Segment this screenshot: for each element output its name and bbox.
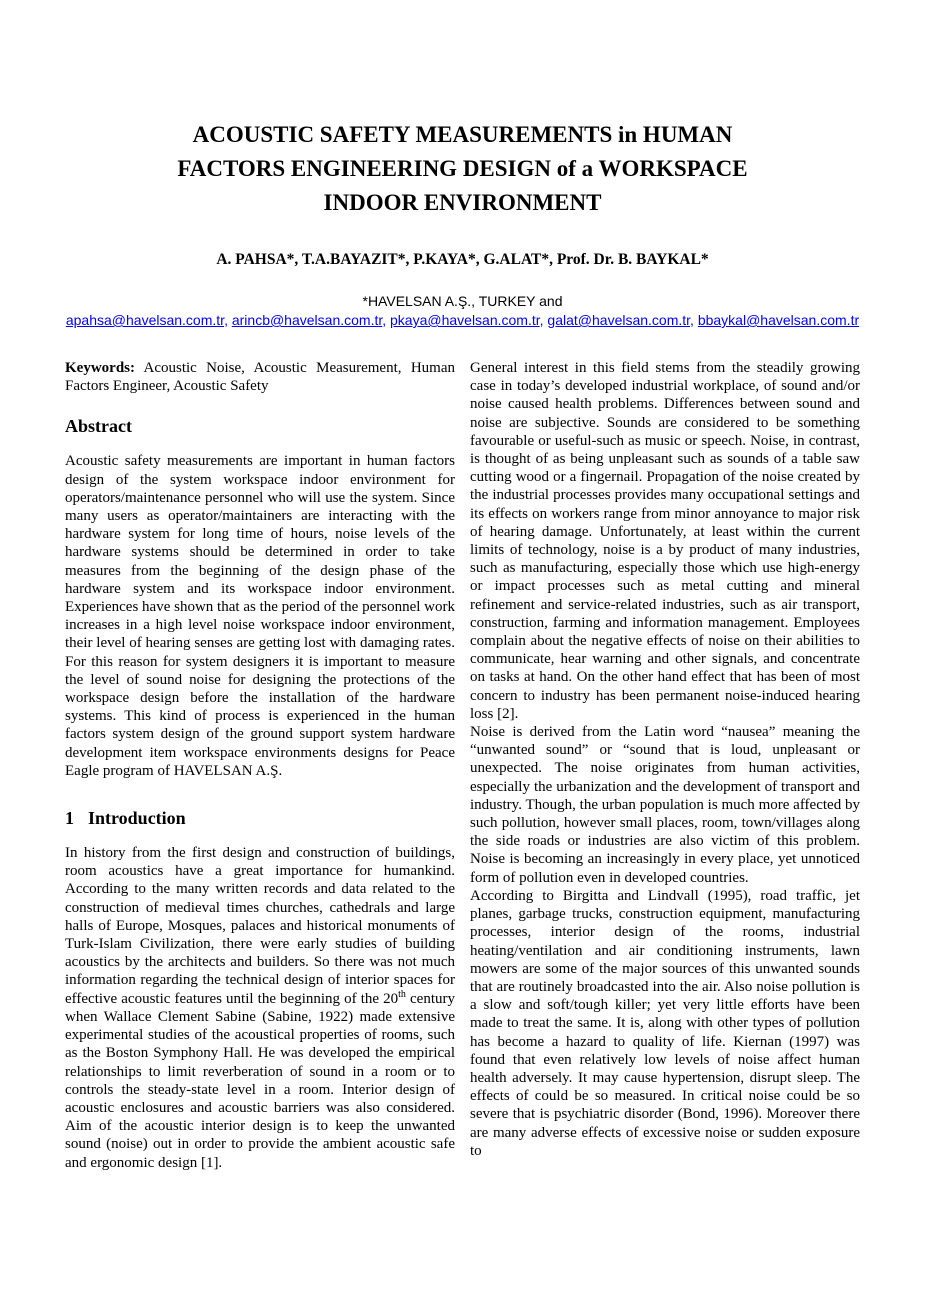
- email-link-arincb[interactable]: arincb@havelsan.com.tr: [231, 312, 383, 328]
- keywords-line: [65, 359, 455, 395]
- body-paragraph-noise-sources: According to Birgitta and Lindvall (1995), road traffic, jet planes, garbage trucks, construction equipment, manufacturing processes, interior design of the rooms, industrial heating/ventilation and air conditioning instruments, lawn mowers are some of the major sources of this unwanted sounds that are routinely broadcasted into the air. Also noise pollution is a slow and soft/tough killer; yet very little efforts have been made to treat the same. It is, along with other types of pollution has become a hazard to quality of life. Kiernan (1997) was found that even relatively low levels of noise affect human health adversely. It may cause hypertension, disrupt sleep. The effects of could be so measured. In critical noise could be so severe that is psychiatric disorder (Bond, 1996). Moreover there are many adverse effects of excessive noise or sudden exposure to: [470, 887, 860, 1159]
- paper-title-line-1: ACOUSTIC SAFETY MEASUREMENTS in HUMAN: [192, 122, 733, 147]
- left-column: [65, 359, 455, 1172]
- page-content: [65, 0, 860, 1172]
- introduction-text-before-superscript: In history from the first design and construction of buildings, room acoustics have a great importance for humankind. According to the many written records and data related to the construction of medieval times churches, cathedrals and large halls of Europe, Mosques, palaces and historical monuments of Turk-Islam Civilization, there were early studies of building acoustics by the architects and builders. So there was not much information regarding the technical design of interior spaces for effective acoustic features until the beginning of the 20: [65, 845, 455, 1007]
- keywords-label: Keywords:: [65, 360, 135, 376]
- email-link-pkaya[interactable]: pkaya@havelsan.com.tr: [390, 312, 540, 328]
- ordinal-superscript: th: [398, 988, 406, 1000]
- introduction-text-after-superscript: century when Wallace Clement Sabine (Sabine, 1922) made extensive experimental studies of the acoustical properties of rooms, such as the Boston Symphony Hall. He was developed the empirical relationships to limit reverberation of sound in a room or to controls the steady-state level in a room. Interior design of acoustic enclosures and acoustic barriers was also considered. Aim of the acoustic interior design is to keep the unwanted sound (noise) out in order to provide the ambient acoustic safe and ergonomic design [1].: [65, 990, 455, 1171]
- affiliation-line: [65, 292, 860, 330]
- email-separator: ,: [690, 312, 698, 328]
- abstract-paragraph: Acoustic safety measurements are important in human factors design of the system workspace indoor environment for operators/maintenance personnel who will use the system. Since many users as operator/maintainers are interacting with the hardware system for long time of hours, noise levels of the hardware systems should be determined in order to take measures from the beginning of the design phase of the hardware system and its workspace indoor environment. Experiences have shown that as the period of the personnel work increases in a high level noise workspace indoor environment, their level of hearing senses are getting lost with damaging rates. For this reason for system designers it is important to measure the level of sound noise for designing the protections of the workspace design before the installation of the hardware systems. This kind of process is experienced in the human factors system design of the ground support system hardware development item workspace environments designs for Peace Eagle program of HAVELSAN A.Ş.: [65, 453, 455, 779]
- introduction-heading: [65, 807, 455, 829]
- email-link-apahsa[interactable]: apahsa@havelsan.com.tr: [65, 312, 225, 328]
- keywords-text: Acoustic Noise, Acoustic Measurement, Human Factors Engineer, Acoustic Safety: [65, 360, 455, 395]
- body-paragraph-noise-origin: Noise is derived from the Latin word “nausea” meaning the “unwanted sound” or “sound that is loud, unpleasant or unexpected. The noise originates from human activities, especially the urbanization and the development of transport and industry. Though, the urban population is much more affected by such pollution, however small places, room, town/villages along the side roads or industries are also victim of this problem. Noise is becoming an increasingly in every place, yet unnoticed form of pollution even in developed countries.: [470, 724, 860, 886]
- paper-title-line-2: FACTORS ENGINEERING DESIGN of a WORKSPACE: [177, 156, 748, 181]
- email-separator: ,: [382, 312, 391, 328]
- two-column-body: [65, 359, 860, 1172]
- section-title: Introduction: [88, 808, 186, 829]
- email-link-bbaykal[interactable]: bbaykal@havelsan.com.tr: [697, 312, 860, 328]
- abstract-heading: Abstract: [65, 416, 132, 437]
- email-separator: ,: [224, 312, 232, 328]
- email-link-galat[interactable]: galat@havelsan.com.tr: [547, 312, 691, 328]
- body-paragraph-noise-effects: General interest in this field stems from the steadily growing case in today’s developed industrial workplace, of sound and/or noise caused health problems. Differences between sound and noise are subjective. Sounds are considered to be something favourable or useful-such as music or speech. Noise, in contrast, is thought of as being unpleasant such as sounds of a table saw cutting wood or a fingernail. Propagation of the noise created by the industrial processes provides many occupational settings and its effects on workers range from minor annoyance to major risk of hearing damage. Unfortunately, at least within the current limits of technology, noise is a by product of many industries, such as manufacturing, especially those which use high-energy or impact processes such as metal cutting and mineral refinement and service-related industries, such as air transport, construction, farming and information management. Employees complain about the negative effects of noise on their abilities to communicate, hear warning and other signals, and concentrate on tasks at hand. On the other hand effect that has been of most concern to industry has been permanent noise-induced hearing loss [2].: [470, 360, 860, 722]
- introduction-paragraph: [65, 844, 455, 1172]
- paper-title-line-3: INDOOR ENVIRONMENT: [323, 190, 602, 215]
- email-separator: ,: [539, 312, 548, 328]
- paper-title: [65, 118, 860, 220]
- right-column: [470, 359, 860, 1160]
- section-number: 1: [65, 808, 74, 829]
- affiliation-prefix: *HAVELSAN A.Ş., TURKEY and: [362, 293, 563, 309]
- authors-line: A. PAHSA*, T.A.BAYAZIT*, P.KAYA*, G.ALAT*, Prof. Dr. B. BAYKAL*: [216, 251, 709, 268]
